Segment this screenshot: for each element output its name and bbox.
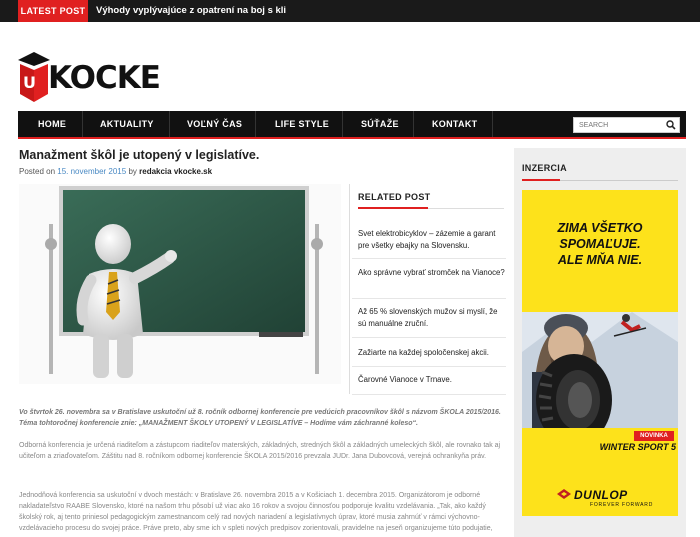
- latest-post-bar: [0, 0, 700, 22]
- nav-divider: [255, 111, 256, 137]
- site-logo[interactable]: [18, 50, 158, 102]
- article-lead-paragraph: Vo štvrtok 26. novembra sa v Bratislave uskutoční už 8. ročník odbornej konferencie pre vedúcich pracovníkov škôl s názvom ŠKOLA 2015/2016. Téma tohtoročnej konferencie znie: „MANAŽMENT ŠKOLY UTOPENÝ V LEGISLATÍVE – Hodíme vám záchranné koleso“.: [19, 409, 501, 427]
- related-item[interactable]: Čarovné Vianoce v Trnave.: [358, 375, 452, 384]
- article-hero-image: [19, 184, 341, 384]
- related-separator: [352, 337, 506, 338]
- posted-on-label: Posted on: [19, 167, 56, 176]
- ad-headline-line: SPOMAĽUJE.: [559, 237, 641, 251]
- ad-photo: [522, 272, 678, 428]
- search-box: [573, 117, 680, 133]
- related-separator: [352, 394, 506, 395]
- ad-headline-line: ZIMA VŠETKO: [557, 221, 643, 235]
- nav-kontakt[interactable]: KONTAKT: [432, 119, 478, 129]
- related-item[interactable]: Svet elektrobicyklov – zázemie a garant pre všetky ebajky na Slovensku.: [358, 229, 496, 250]
- nav-life-style[interactable]: LIFE STYLE: [275, 119, 330, 129]
- ad-headline: [522, 220, 678, 268]
- related-divider: [349, 184, 350, 394]
- logo-mark: U: [23, 73, 36, 92]
- related-heading-accent: [358, 207, 428, 209]
- nav-home[interactable]: HOME: [38, 119, 67, 129]
- cube-logo-icon: [18, 50, 50, 102]
- latest-post-ticker[interactable]: Výhody vyplývajúce z opatrení na boj s kli: [96, 5, 287, 16]
- nav-aktuality[interactable]: AKTUALITY: [100, 119, 154, 129]
- main-nav: [18, 111, 686, 139]
- sidebar-ad-heading: INZERCIA: [522, 163, 567, 173]
- related-separator: [352, 258, 506, 259]
- nav-divider: [82, 111, 83, 137]
- post-date[interactable]: 15. november 2015: [57, 167, 127, 176]
- article-paragraph: Jednodňová konferencia sa uskutoční v dvoch mestách: v Bratislave 26. novembra 2015 a v Košiciach 1. decembra 2015. Organizátorom je odborné nakladateľstvo RAABE Slovensko, ktoré na našom trhu pôsobí už viac ako 16 rokov a svojou činnosťou podporuje kvalitu vzdelávania. „Tak, ako každý školský rok, aj tento priniesol pedagogickým zamestnancom celý rad nových nariadení a legislatívnych úprav, ktoré musia zahrnúť v rámci výchovno-vzdelávacieho procesu do svojej práce. Práve preto, aby sme ich v spleti nových predpisov zorientovali, pravidelne na jeseň organizujeme túto podujatie,: [19, 492, 493, 532]
- article-paragraph: Odborná konferencia je určená riaditeľom a zástupcom riaditeľov materských, základných, stredných škôl a základných umeleckých škôl, ale rovnako tak aj učiteľom a zriaďovateľom. Záštitu nad 8. ročníkom odbornej konferencie ŠKOLA 2015/2016 prevzala JUDr. Jana Dubovcová, verejná ochrankyňa práv.: [19, 442, 501, 460]
- nav-divider: [492, 111, 493, 137]
- nav-volny-cas[interactable]: VOĽNÝ ČAS: [187, 119, 243, 129]
- related-separator: [352, 298, 506, 299]
- article-meta: [19, 167, 212, 176]
- article-title[interactable]: Manažment škôl je utopený v legislatíve.: [19, 148, 260, 162]
- dunlop-ad-banner[interactable]: [522, 190, 678, 516]
- ad-novinka-badge: NOVINKA: [634, 431, 674, 441]
- search-icon[interactable]: [666, 120, 676, 130]
- related-item[interactable]: Ako správne vybrať stromček na Vianoce?: [358, 268, 505, 277]
- ad-brand: DUNLOP: [574, 488, 628, 502]
- nav-sutaze[interactable]: SÚŤAŽE: [361, 119, 399, 129]
- logo-wordmark: KOCKE: [48, 60, 160, 96]
- nav-divider: [169, 111, 170, 137]
- by-label: by: [128, 167, 137, 176]
- ad-product-name: WINTER SPORT 5: [599, 442, 676, 452]
- ad-tagline: FOREVER FORWARD: [590, 502, 654, 508]
- related-item[interactable]: Až 65 % slovenských mužov si myslí, že sú manuálne zruční.: [358, 307, 498, 328]
- post-author[interactable]: redakcia vkocke.sk: [139, 167, 213, 176]
- nav-divider: [413, 111, 414, 137]
- related-post-heading: RELATED POST: [358, 192, 431, 202]
- latest-post-label: LATEST POST: [18, 0, 88, 22]
- related-separator: [352, 366, 506, 367]
- search-input[interactable]: [574, 118, 664, 132]
- dunlop-flying-d-icon: [556, 488, 572, 500]
- nav-divider: [342, 111, 343, 137]
- related-item[interactable]: Zažiarte na každej spoločenskej akcii.: [358, 348, 489, 357]
- ad-headline-line: ALE MŇA NIE.: [557, 253, 643, 267]
- sidebar-heading-accent: [522, 179, 560, 181]
